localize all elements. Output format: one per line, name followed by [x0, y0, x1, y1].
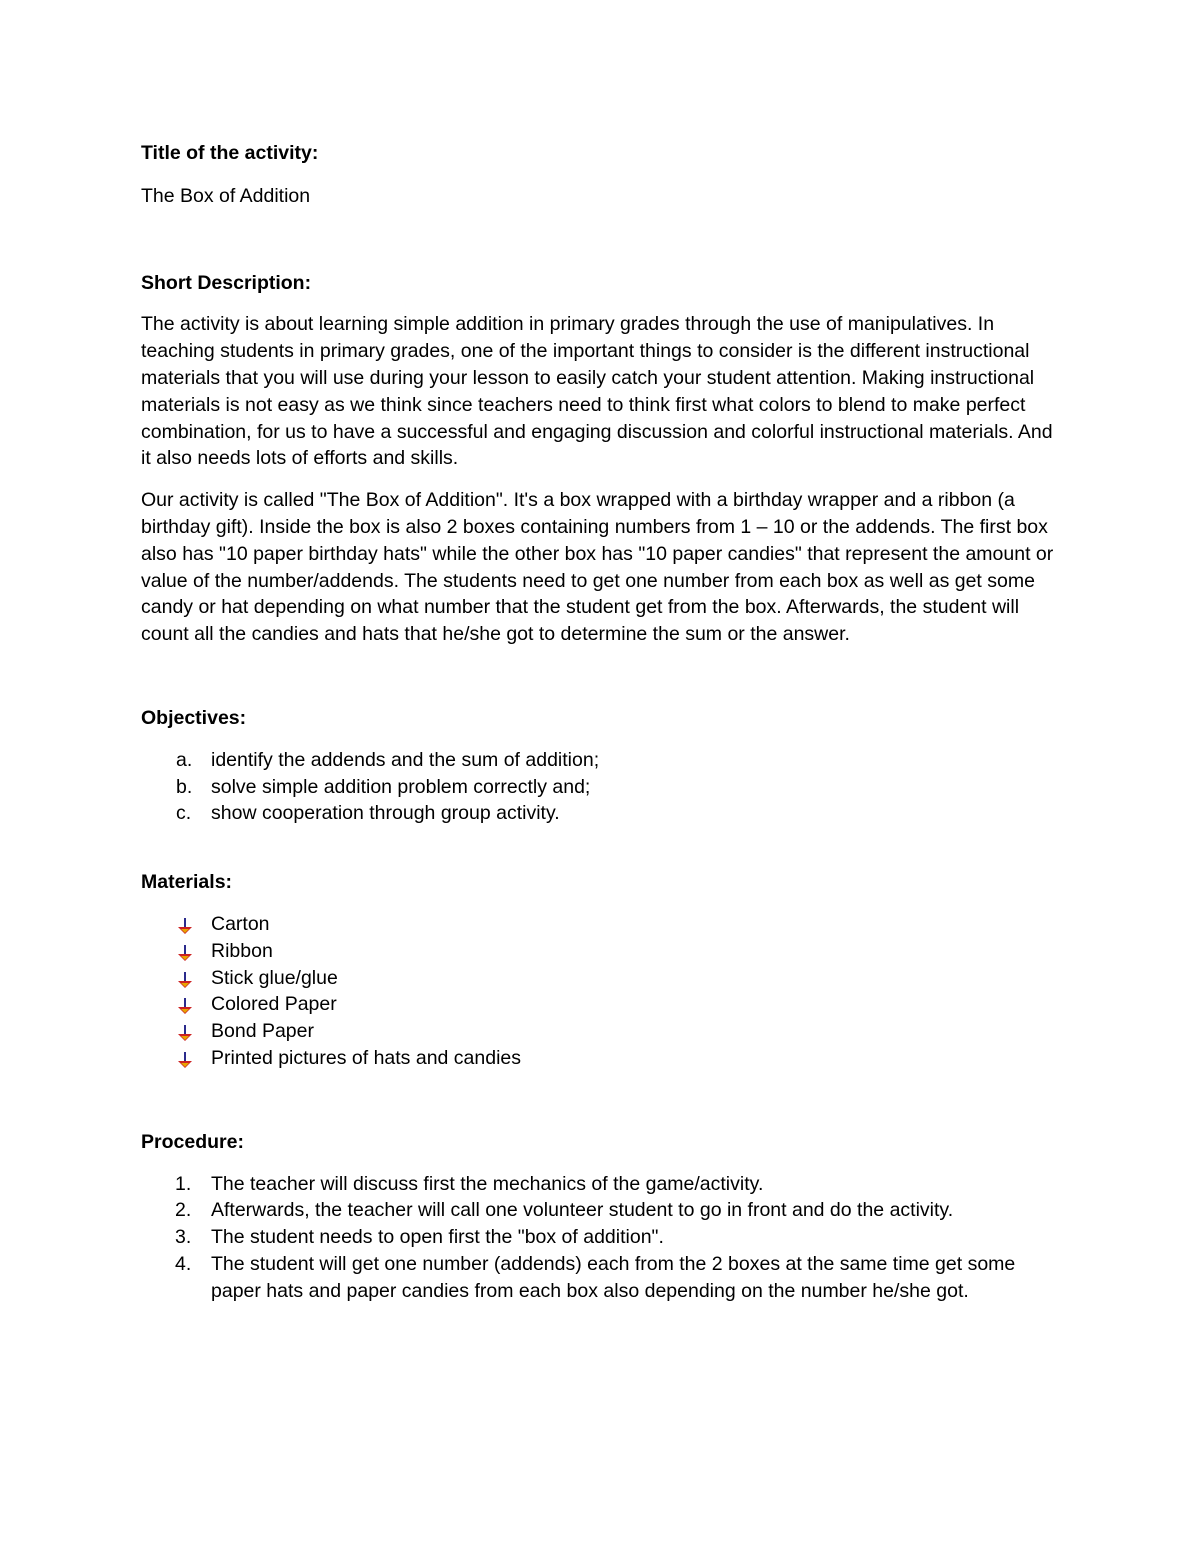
objective-marker: c.: [176, 802, 192, 825]
arrow-down-bullet-icon: [178, 970, 192, 987]
material-text: Colored Paper: [211, 993, 337, 1016]
title-heading: Title of the activity:: [141, 142, 319, 164]
material-text: Stick glue/glue: [211, 966, 338, 989]
procedure-list: [141, 1171, 1061, 1305]
material-text: Ribbon: [211, 939, 273, 962]
activity-title: The Box of Addition: [141, 184, 311, 207]
objective-item: [141, 747, 1061, 774]
objective-item: [141, 800, 1061, 827]
description-paragraph-2: Our activity is called "The Box of Addition". It's a box wrapped with a birthday wrapper and a ribbon (a birthday gift). Inside the box is also 2 boxes containing numbers from 1 – 10 or the addends. The first box also has "10 paper birthday hats" while the other box has "10 paper candies" that represent the amount or value of the number/addends. The students need to get one number from each box as well as get some candy or hat depending on what number that the student get from the box. Afterwards, the student will count all the candies and hats that he/she got to determine the sum or the answer.: [141, 489, 1054, 646]
procedure-step-number: 1.: [175, 1172, 192, 1195]
arrow-down-bullet-icon: [178, 1050, 192, 1067]
material-text: Printed pictures of hats and candies: [211, 1046, 522, 1069]
objectives-list: [141, 747, 1061, 827]
arrow-down-bullet-icon: [178, 996, 192, 1013]
procedure-step: [141, 1171, 1061, 1198]
objectives-heading: Objectives:: [141, 706, 247, 729]
materials-list: [141, 911, 1061, 1072]
objective-text: identify the addends and the sum of addition;: [211, 748, 600, 771]
procedure-step-number: 4.: [175, 1252, 192, 1275]
arrow-down-bullet-icon: [178, 916, 192, 933]
objective-text: solve simple addition problem correctly and;: [211, 775, 591, 798]
procedure-step-number: 3.: [175, 1226, 192, 1249]
procedure-step-number: 2.: [175, 1199, 192, 1222]
document-page: [141, 140, 1061, 1305]
arrow-down-bullet-icon: [178, 943, 192, 960]
objective-text: show cooperation through group activity.: [211, 802, 560, 825]
procedure-heading: Procedure:: [141, 1130, 244, 1153]
procedure-step: [141, 1224, 1061, 1251]
objective-marker: a.: [176, 748, 193, 771]
material-item: [141, 965, 1061, 992]
material-text: Bond Paper: [211, 1020, 314, 1043]
short-description-heading: Short Description:: [141, 271, 312, 294]
material-text: Carton: [211, 912, 270, 935]
arrow-down-bullet-icon: [178, 1023, 192, 1040]
material-item: [141, 1045, 1061, 1072]
material-item: [141, 911, 1061, 938]
procedure-step-text: The teacher will discuss first the mechanics of the game/activity.: [211, 1172, 764, 1195]
procedure-step-text: The student will get one number (addends) each from the 2 boxes at the same time get some paper hats and paper candies from each box also depending on the number he/she got.: [211, 1252, 1016, 1302]
material-item: [141, 991, 1061, 1018]
objective-marker: b.: [176, 775, 193, 798]
procedure-step-text: The student needs to open first the "box of addition".: [211, 1226, 664, 1249]
procedure-step-text: Afterwards, the teacher will call one volunteer student to go in front and do the activity.: [211, 1199, 954, 1222]
material-item: [141, 1018, 1061, 1045]
material-item: [141, 938, 1061, 965]
objective-item: [141, 774, 1061, 801]
procedure-step: [141, 1197, 1061, 1224]
description-paragraph-1: The activity is about learning simple addition in primary grades through the use of manipulatives. In teaching students in primary grades, one of the important things to consider is the different instructional materials that you will use during your lesson to easily catch your student attention. Making instructional materials is not easy as we think since teachers need to think first what colors to blend to make perfect combination, for us to have a successful and engaging discussion and colorful instructional materials. And it also needs lots of efforts and skills.: [141, 313, 1053, 470]
materials-heading: Materials:: [141, 871, 233, 894]
procedure-step: [141, 1251, 1061, 1305]
